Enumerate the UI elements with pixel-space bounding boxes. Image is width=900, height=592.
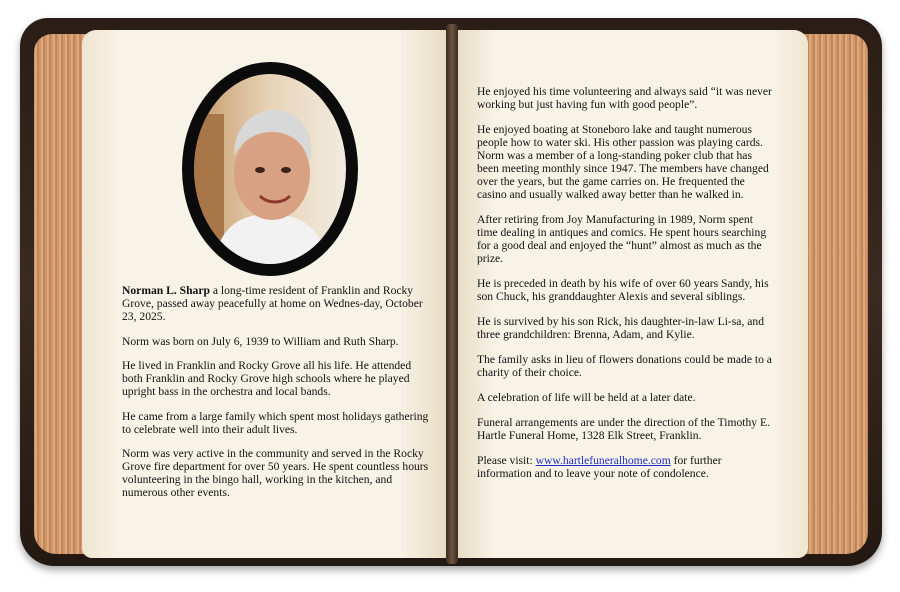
celebration-paragraph: A celebration of life will be held at a later date. bbox=[477, 391, 696, 404]
birth-paragraph: Norm was born on July 6, 1939 to William and Ruth Sharp. bbox=[122, 334, 399, 348]
intro-paragraph bbox=[122, 284, 432, 323]
hobbies-paragraph: He enjoyed boating at Stoneboro lake and taught numerous people how to water ski. His other passion was playing cards. Norm was a member of a long-standing poker club that has been meeting monthly since 1947. The members have changed over the years, but the game carries on. He frequented the casino and usually walked away better than he walked in. bbox=[477, 123, 769, 201]
visit-prefix: Please visit: bbox=[477, 454, 536, 467]
visit-paragraph bbox=[477, 454, 773, 480]
portrait-frame bbox=[182, 62, 358, 276]
survived-paragraph: He is survived by his son Rick, his daughter-in-law Li-sa, and three grandchildren: Brenna, Adam, and Kylie. bbox=[477, 315, 764, 341]
volunteering-paragraph: He enjoyed his time volunteering and always said “it was never working but just having fun with good people”. bbox=[477, 85, 772, 111]
preceded-paragraph: He is preceded in death by his wife of over 60 years Sandy, his son Chuck, his granddaughter Alexis and several siblings. bbox=[477, 277, 769, 303]
left-column bbox=[122, 284, 432, 511]
page-edges-right bbox=[800, 34, 868, 554]
portrait-photo bbox=[194, 74, 346, 264]
family-paragraph: He came from a large family which spent most holidays gathering to celebrate well into their adult lives. bbox=[122, 409, 429, 436]
deceased-name: Norman L. Sharp bbox=[122, 284, 210, 297]
visit-suffix: for further information and to leave your note of condolence. bbox=[477, 454, 722, 480]
right-column bbox=[477, 85, 773, 492]
intro-text: a long-time resident of Franklin and Rocky Grove, passed away peacefully at home on Wednes-day, October 23, 2025. bbox=[122, 284, 423, 323]
book-spine bbox=[446, 24, 458, 564]
donations-paragraph: The family asks in lieu of flowers donations could be made to a charity of their choice. bbox=[477, 353, 772, 379]
residence-paragraph: He lived in Franklin and Rocky Grove all his life. He attended both Franklin and Rocky Grove high schools where he played upright bass in the orchestra and local bands. bbox=[122, 359, 412, 398]
funeral-paragraph: Funeral arrangements are under the direction of the Timothy E. Hartle Funeral Home, 1328 Elk Street, Franklin. bbox=[477, 416, 770, 442]
community-paragraph: Norm was very active in the community and served in the Rocky Grove fire department for over 50 years. He spent countless hours volunteering in the bingo hall, working in the kitchen, and numerous other events. bbox=[122, 447, 429, 499]
funeral-home-link[interactable]: www.hartlefuneralhome.com bbox=[535, 454, 671, 467]
retirement-paragraph: After retiring from Joy Manufacturing in 1989, Norm spent time dealing in antiques and comics. He spent hours searching for a good deal and enjoyed the “hunt” almost as much as the prize. bbox=[477, 213, 767, 265]
